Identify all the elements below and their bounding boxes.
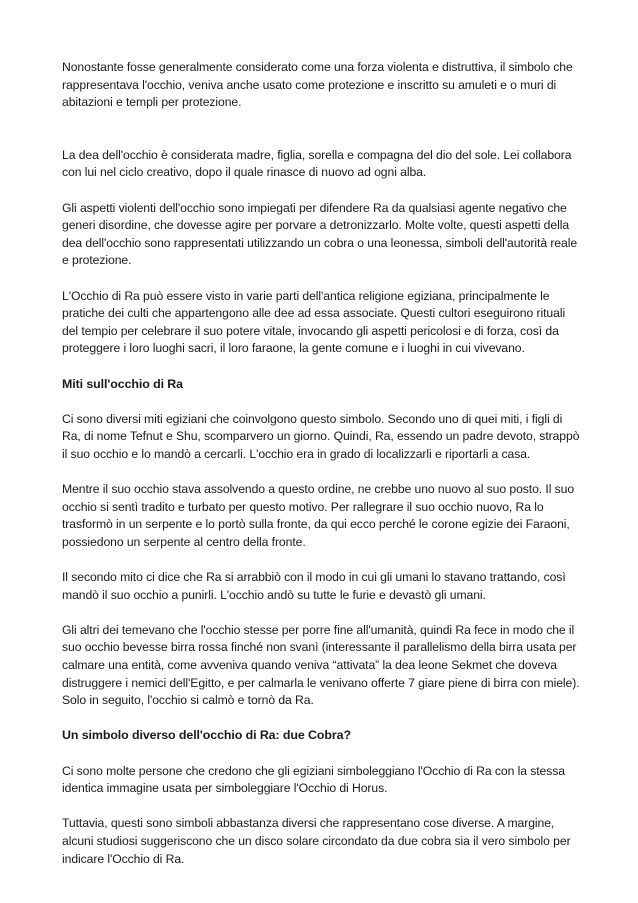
paragraph-violent-aspects: Gli aspetti violenti dell'occhio sono impiegati per difendere Ra da qualsiasi agente negativo che generi disordine, che dovesse agire per porvare a detronizzarlo. Molte volte, questi aspetti della dea dell'occhio sono rappresentati utilizzando un cobra o una leonessa, simboli dell'autorità reale e protezione. (62, 200, 578, 268)
paragraph-cobra-horus: Ci sono molte persone che credono che gli egiziani simboleggiano l'Occhio di Ra con la stessa identica immagine usata per simboleggiare l'Occhio di Horus. (62, 763, 565, 796)
paragraph-cobra-disk: Tuttavia, questi sono simboli abbastanza diversi che rappresentano cose diverse. A margine, alcuni studiosi suggeriscono che un disco solare circondato da due cobra sia il vero simbolo per indicare l'Occhio di Ra. (62, 816, 571, 866)
paragraph-myth-new-eye: Mentre il suo occhio stava assolvendo a questo ordine, ne crebbe uno nuovo al suo posto. Il suo occhio si sentì tradito e turbato per questo motivo. Per rallegrare il suo occhio nuovo, Ra lo trasformò in un serpente e lo portò sulla fronte, da qui ecco perché le corone egizie dei Faraoni, possiedono un serpente al centro della fronte. (62, 482, 575, 549)
document-page (62, 59, 582, 886)
paragraph-myth-children: Ci sono diversi miti egiziani che coinvolgono questo simbolo. Secondo uno di quei miti, i figli di Ra, di nome Tefnut e Shu, scomparvero un giorno. Quindi, Ra, essendo un padre devoto, strappò il suo occhio e lo mandò a cercarli. L'occhio era in grado di localizzarli e riportarli a casa. (62, 411, 580, 461)
paragraph-eye-goddess: La dea dell'occhio è considerata madre, figlia, sorella e compagna del dio del sole. Lei collabora con lui nel ciclo creativo, dopo il quale rinasce di nuovo ad ogni alba. (62, 147, 572, 180)
paragraph-myth-beer: Gli altri dei temevano che l'occhio stesse per porre fine all'umanità, quindi Ra fece in modo che il suo occhio bevesse birra rossa finché non svanì (interessante il parallelismo della birra usata per calmare una entità, come avveniva quando veniva “attivata” la dea leone Sekmet che doveva distruggere i nemici dell'Egitto, e per calmarla le venivano offerte 7 giare piene di birra con miele). Solo in seguito, l'occhio si calmò e tornò da Ra. (62, 622, 580, 708)
paragraph-myth-punish: Il secondo mito ci dice che Ra si arrabbiò con il modo in cui gli umani lo stavano trattando, così mandò il suo occhio a punirli. L'occhio andò su tutte le furie e devastò gli umani. (62, 570, 566, 602)
heading-cobra: Un simbolo diverso dell'occhio di Ra: due Cobra? (62, 728, 351, 743)
heading-myths: Miti sull'occhio di Ra (62, 376, 183, 391)
paragraph-cults: L'Occhio di Ra può essere visto in varie parti dell'antica religione egiziana, principalmente le pratiche dei culti che appartengono alle dee ad essa associate. Questi cultori eseguirono rituali del tempio per celebrare il suo potere vitale, invocando gli aspetti pericolosi e di forza, così da proteggere i loro luoghi sacri, il loro faraone, la gente comune e i luoghi in cui vivevano. (62, 288, 566, 356)
paragraph-eye-protection: Nonostante fosse generalmente considerato come una forza violenta e distruttiva, il simbolo che rappresentava l'occhio, veniva anche usato come protezione e inscritto su amuleti e o muri di abitazioni e templi per protezione. (62, 60, 573, 110)
